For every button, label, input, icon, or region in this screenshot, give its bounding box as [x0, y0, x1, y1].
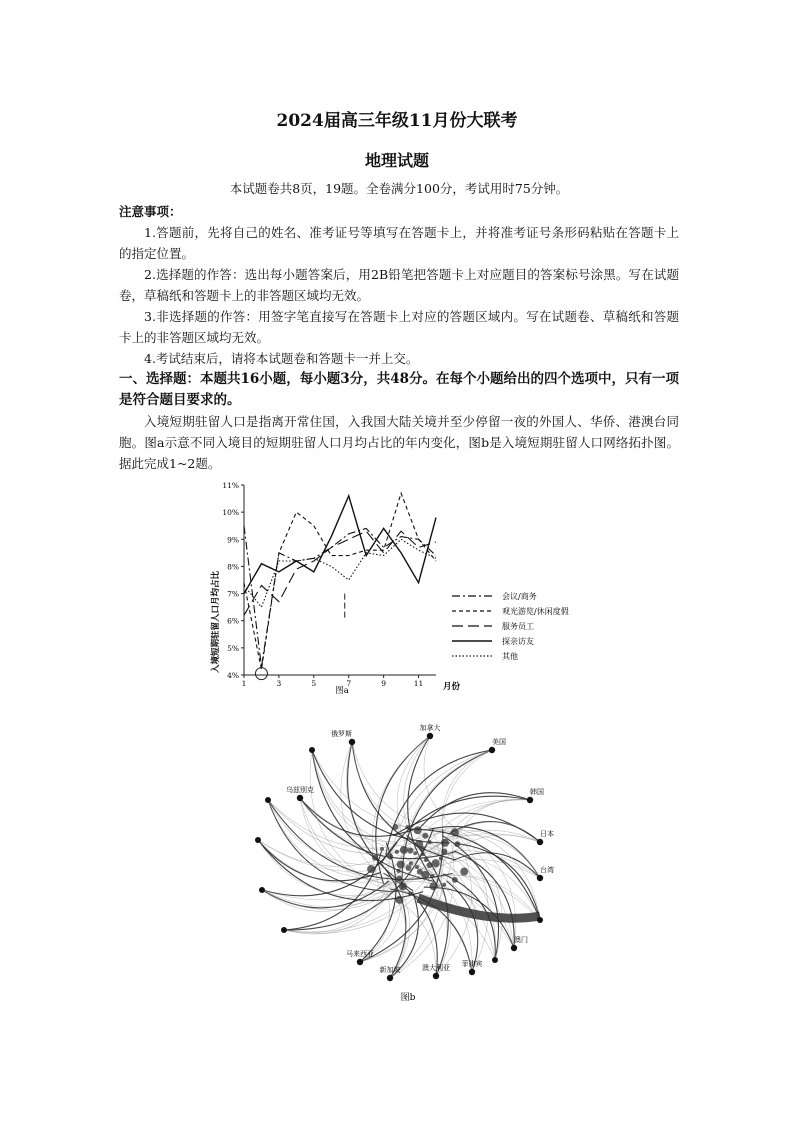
hub-node: [421, 852, 425, 856]
country-node: [265, 797, 271, 803]
figure-a-caption: 图a: [335, 686, 349, 695]
series-line-2: [244, 493, 436, 669]
hub-node: [427, 862, 433, 868]
hub-node: [396, 869, 400, 873]
country-node: [427, 733, 433, 739]
country-node: [281, 927, 287, 933]
country-node: [387, 975, 393, 981]
hub-node: [431, 874, 435, 878]
exam-title: 2024届高三年级11月份大联考: [276, 111, 518, 131]
note-item: 3.非选择题的作答：用签字笔直接写在答题卡上对应的答题区域内。写在试题卷、草稿纸和答题卡上的非答题区域均无效。: [119, 309, 679, 345]
country-node: [492, 957, 498, 963]
country-node: [349, 739, 355, 745]
hub-node: [395, 850, 399, 854]
y-tick-label: 9%: [227, 535, 239, 545]
highlight-circle: [255, 668, 267, 680]
country-node: [537, 875, 543, 881]
x-tick-label: 5: [311, 679, 317, 688]
legend-label: 观光游览/休闲度假: [502, 607, 569, 616]
hub-node: [406, 825, 410, 829]
legend-label: 会议/商务: [502, 592, 537, 601]
country-node: [433, 973, 439, 979]
hub-node: [432, 859, 440, 867]
y-tick-label: 5%: [227, 643, 239, 653]
x-tick-label: 9: [381, 679, 387, 688]
hub-node: [407, 848, 413, 854]
country-node: [469, 969, 475, 975]
y-tick-label: 4%: [227, 671, 239, 680]
series-line-4: [244, 496, 436, 594]
legend-label: 探亲访友: [502, 637, 534, 646]
country-node: [297, 795, 303, 801]
country-label: 加拿大: [419, 724, 441, 732]
section-heading: 一、选择题：本题共16小题，每小题3分，共48分。在每个小题给出的四个选项中，只有一项是符合题目要求的。: [119, 371, 679, 408]
hub-node: [441, 839, 449, 847]
country-node: [537, 839, 543, 845]
chart-series: [244, 493, 436, 669]
country-node: [511, 945, 517, 951]
hub-node: [417, 869, 423, 875]
country-label: 美国: [492, 738, 506, 746]
country-label: 韩国: [530, 788, 544, 796]
hub-node: [397, 861, 405, 869]
note-item: 2.选择题的作答：选出每小题答案后，用2B铅笔把答题卡上对应题目的答案标号涂黑。写在试题卷，草稿纸和答题卡上的非答题区域均无效。: [119, 267, 679, 303]
hub-node: [460, 868, 468, 876]
country-label: 澳门: [514, 936, 528, 944]
notes-heading: 注意事项：: [119, 204, 182, 219]
hub-node: [380, 847, 384, 851]
note-item: 1.答题前，先将自己的姓名、准考证号等填写在答题卡上，并将准考证号条形码粘贴在答题卡上的指定位置。: [119, 225, 679, 261]
network-arcs: [258, 736, 540, 978]
hub-node: [406, 865, 412, 871]
hub-node: [387, 854, 393, 860]
y-tick-label: 7%: [227, 589, 239, 599]
country-label: 日本: [540, 830, 554, 838]
hub-node: [409, 861, 413, 865]
x-tick-label: 11: [413, 679, 424, 688]
y-tick-label: 6%: [227, 616, 239, 626]
hub-node: [451, 828, 459, 836]
hub-node: [393, 824, 399, 830]
chart-legend: [450, 588, 600, 663]
y-tick-label: 8%: [227, 562, 239, 572]
hub-node: [372, 855, 378, 861]
country-node: [527, 797, 533, 803]
hub-node: [442, 883, 446, 887]
network-arc: [424, 736, 455, 829]
country-node: [357, 959, 363, 965]
hub-node: [413, 851, 417, 855]
hub-node: [419, 846, 425, 852]
figure-b-network: [240, 720, 560, 1005]
hub-node: [408, 891, 412, 895]
hub-node: [454, 841, 460, 847]
country-label: 台湾: [540, 866, 554, 874]
country-node: [255, 837, 261, 843]
x-tick-label: 3: [276, 679, 282, 688]
series-line-3: [244, 531, 436, 615]
y-tick-label: 10%: [222, 508, 239, 518]
figure-b-caption: 图b: [400, 993, 416, 1003]
hub-node: [367, 865, 375, 873]
country-node: [537, 917, 543, 923]
legend-label: 服务员工: [502, 622, 534, 631]
hub-node: [415, 865, 419, 869]
network-arc: [454, 851, 514, 948]
country-label: 俄罗斯: [331, 730, 352, 738]
note-item: 4.考试结束后，请将本试题卷和答题卡一并上交。: [144, 351, 419, 366]
exam-info: 本试题卷共8页，19题。全卷满分100分，考试用时75分钟。: [229, 181, 569, 196]
x-tick-label: 1: [241, 679, 247, 688]
country-label: 菲律宾: [461, 960, 483, 968]
hub-node: [396, 876, 402, 882]
x-axis-label: 月份: [443, 682, 461, 692]
network-arc: [386, 750, 492, 855]
hub-node: [439, 856, 443, 860]
hub-node: [430, 882, 438, 890]
hub-node: [452, 877, 458, 883]
country-label: 乌兹别克: [286, 786, 314, 794]
country-label: 澳大利亚: [422, 964, 450, 972]
country-label: 马来西亚: [346, 950, 374, 958]
country-node: [489, 747, 495, 753]
country-node: [309, 747, 315, 753]
hub-node: [400, 846, 408, 854]
subject-title: 地理试题: [364, 151, 429, 170]
legend-label: 其他: [502, 652, 518, 661]
y-tick-label: 11%: [222, 481, 239, 490]
country-label: 新加坡: [379, 966, 401, 974]
question-intro: 入境短期驻留人口是指离开常住国，入我国大陆关境并至少停留一夜的外国人、华侨、港澳台同胞。图a示意不同入境目的短期驻留人口月均占比的年内变化，图b是入境短期驻留人口网络拓扑图。据此完成1~2题。: [119, 414, 679, 471]
hub-node: [399, 882, 407, 890]
network-arc: [300, 798, 418, 836]
network-arc: [284, 852, 450, 933]
hub-node: [441, 848, 447, 854]
chart-axes: [222, 481, 436, 688]
country-node: [259, 887, 265, 893]
y-axis-label: 入境短期驻留人口月均占比: [211, 570, 221, 674]
hub-node: [428, 840, 432, 844]
hub-node: [424, 858, 428, 862]
hub-node: [395, 896, 403, 904]
hub-node: [422, 833, 428, 839]
hub-node: [414, 826, 422, 834]
x-tick-label: 7: [346, 679, 352, 688]
